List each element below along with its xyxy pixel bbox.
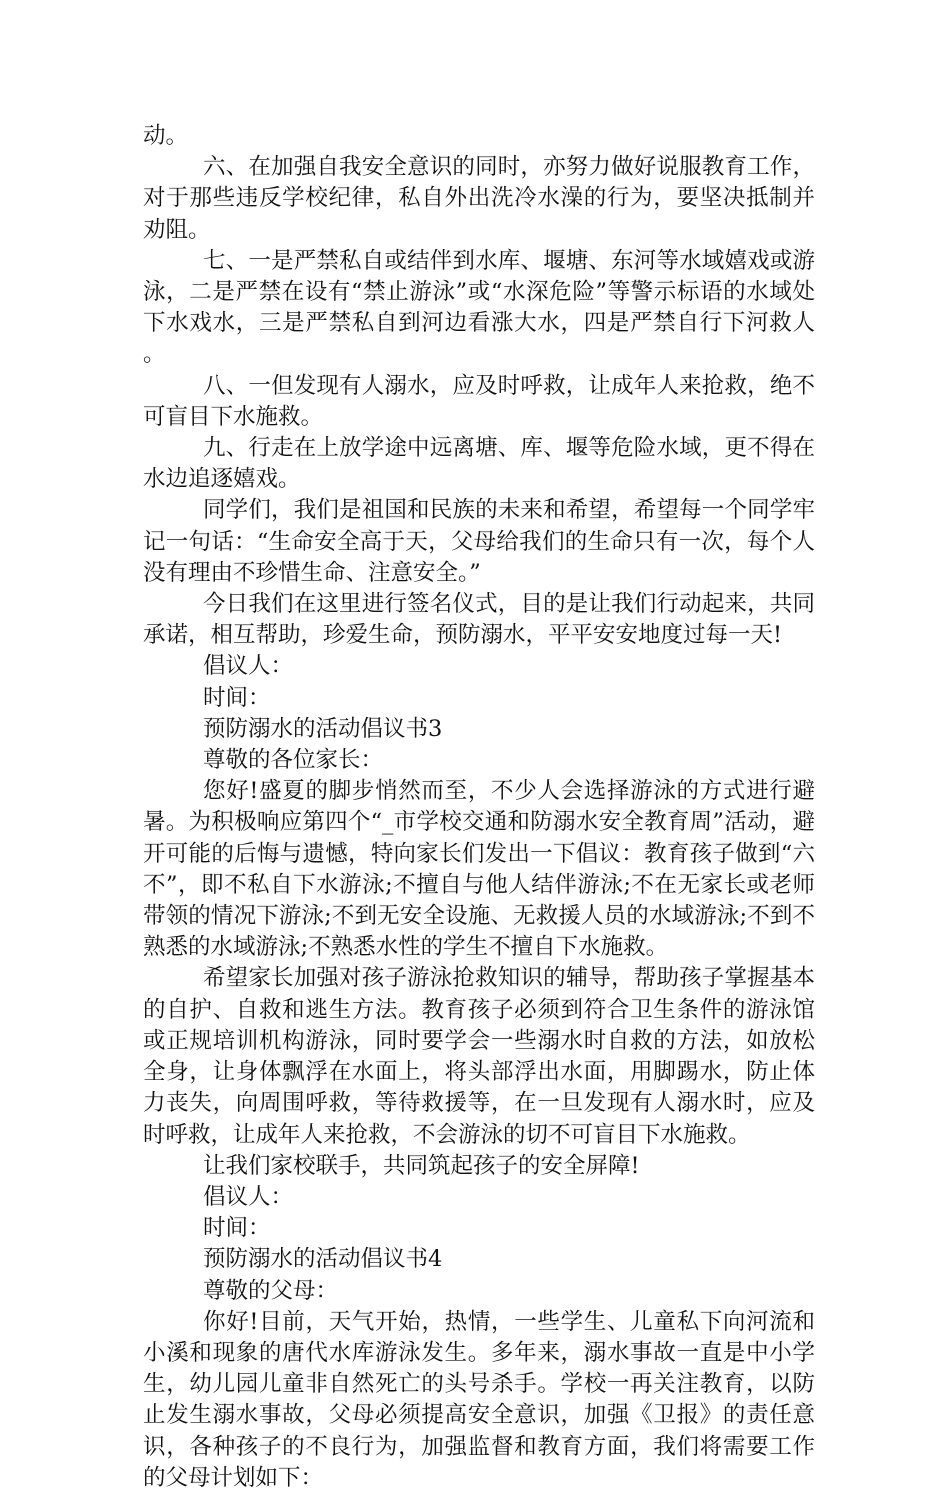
salutation: 尊敬的各位家长：	[203, 747, 384, 774]
paragraph: 您好!盛夏的脚步悄然而至，不少人会选择游泳的方式进行避暑。为积极响应第四个“_市学校交通和防溺水安全教育周”活动，避开可能的后悔与遗憾，特向家长们发出一下倡议：教育孩子做到“六不”，即不私自下水游泳;不擅自与他人结伴游泳;不在无家长或老师带领的情况下游泳;不到无安全设施、无救援人员的水域游泳;不到不熟悉的水域游泳;不熟悉水性的学生不擅自下水施救。	[143, 778, 815, 961]
paragraph: 你好!目前，天气开始，热情，一些学生、儿童私下向河流和小溪和现象的唐代水库游泳发生。多年来，溺水事故一直是中小学生，幼儿园儿童非自然死亡的头号杀手。学校一再关注教育，以防止发生溺水事故，父母必须提高安全意识，加强《卫报》的责任意识，各种孩子的不良行为，加强监督和教育方面，我们将需要工作的父母计划如下：	[143, 1308, 815, 1491]
paragraph: 希望家长加强对孩子游泳抢救知识的辅导，帮助孩子掌握基本的自护、自救和逃生方法。教育孩子必须到符合卫生条件的游泳馆或正规培训机构游泳，同时要学会一些溺水时自救的方法，如放松全身，让身体飘浮在水面上，将头部浮出水面，用脚踢水，防止体力丧失，向周围呼救，等待救援等，在一旦发现有人溺水时，应及时呼救，让成年人来抢救，不会游泳的切不可盲目下水施救。	[143, 965, 815, 1148]
signatory-label: 倡议人：	[203, 1183, 294, 1210]
section-title: 预防溺水的活动倡议书3	[203, 715, 443, 742]
salutation: 尊敬的父母：	[203, 1277, 339, 1304]
paragraph: 八、一但发现有人溺水，应及时呼救，让成年人来抢救，绝不可盲目下水施救。	[143, 372, 815, 430]
signatory-label: 倡议人：	[203, 653, 294, 680]
paragraph: 同学们，我们是祖国和民族的未来和希望，希望每一个同学牢记一句话：“生命安全高于天，父母给我们的生命只有一次，每个人没有理由不珍惜生命、注意安全。”	[143, 497, 815, 586]
paragraph: 让我们家校联手，共同筑起孩子的安全屏障!	[203, 1152, 640, 1179]
paragraph: 六、在加强自我安全意识的同时，亦努力做好说服教育工作，对于那些违反学校纪律，私自外出洗冷水澡的行为，要坚决抵制并劝阻。	[143, 154, 815, 243]
paragraph: 今日我们在这里进行签名仪式，目的是让我们行动起来，共同承诺，相互帮助，珍爱生命，预防溺水，平平安安地度过每一天!	[143, 591, 815, 649]
document-body	[143, 121, 815, 1494]
paragraph: 九、行走在上放学途中远离塘、库、堰等危险水域，更不得在水边追逐嬉戏。	[143, 435, 815, 493]
date-label: 时间：	[203, 1215, 271, 1242]
date-label: 时间：	[203, 684, 271, 711]
section-title: 预防溺水的活动倡议书4	[203, 1246, 443, 1273]
paragraph: 七、一是严禁私自或结伴到水库、堰塘、东河等水域嬉戏或游泳，二是严禁在设有“禁止游泳”或“水深危险”等警示标语的水域处下水戏水，三是严禁私自到河边看涨大水，四是严禁自行下河救人。	[143, 247, 815, 368]
paragraph: 动。	[143, 123, 189, 149]
